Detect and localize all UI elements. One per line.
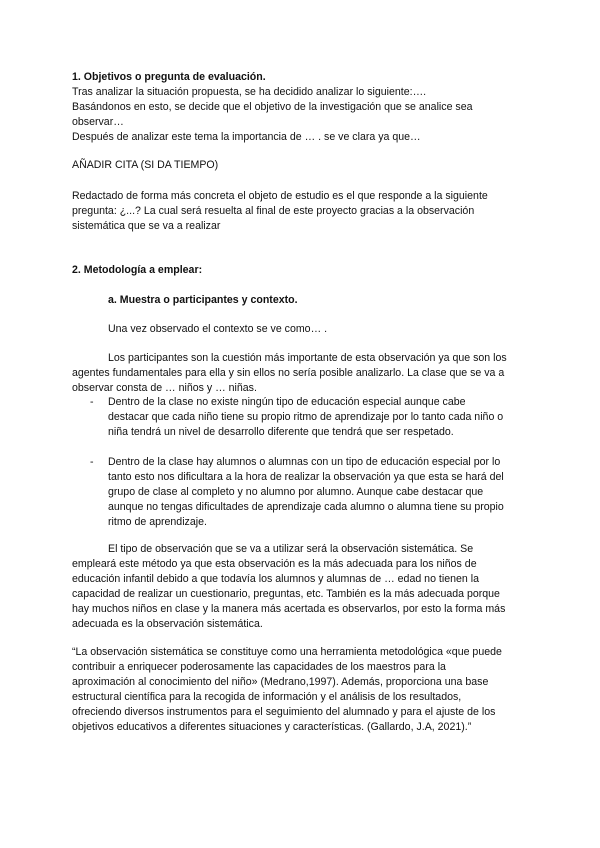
bullet-dash: - <box>90 396 94 408</box>
text-line: estructural científica para la recogida de información y el análisis de los resultados, <box>72 691 462 703</box>
observation-paragraph <box>72 542 532 632</box>
context-line: Una vez observado el contexto se ve como… . <box>108 323 328 335</box>
text-line: ritmo de aprendizaje. <box>108 516 207 528</box>
section2-heading: 2. Metodología a emplear: <box>72 264 203 276</box>
section1-heading: 1. Objetivos o pregunta de evaluación. <box>72 71 266 83</box>
section1-intro <box>72 85 532 145</box>
text-line: objetivos educativos a diferentes situaciones y características. (Gallardo, J.A, 2021).” <box>72 721 472 733</box>
text-line: El tipo de observación que se va a utilizar será la observación sistemática. Se <box>108 543 474 555</box>
text-line: Redactado de forma más concreta el objeto de estudio es el que responde a la siguiente <box>72 190 488 202</box>
text-line: niña tendrá un nivel de desarrollo diferente que tendrá que ser respetado. <box>108 426 454 438</box>
text-line: capacidad de realizar un cuestionario, preguntas, etc. También es la más adecuada porque <box>72 588 500 600</box>
text-line: educación infantil debido a que todavía los alumnos y alumnas de … edad no tienen la <box>72 573 479 585</box>
bullet-text <box>108 395 532 440</box>
text-line: sistemática que se va a realizar <box>72 220 221 232</box>
text-line: Después de analizar este tema la importancia de … . se ve clara ya que… <box>72 131 421 143</box>
subsection-a-heading: a. Muestra o participantes y contexto. <box>108 294 298 306</box>
quote-paragraph <box>72 645 532 735</box>
text-line: observar consta de … niños y … niñas. <box>72 382 257 394</box>
text-line: Los participantes son la cuestión más importante de esta observación ya que son los <box>108 352 507 364</box>
text-line: hay muchos niños en clase y la manera más acertada es observarlos, por esto la forma más <box>72 603 506 615</box>
text-line: aunque no tengas dificultades de aprendizaje cada alumno o alumna tiene su propio <box>108 501 504 513</box>
participants-paragraph <box>72 351 532 396</box>
bullet-dash: - <box>90 456 94 468</box>
text-line: pregunta: ¿...? La cual será resuelta al final de este proyecto gracias a la observación <box>72 205 475 217</box>
text-line: aproximación al conocimiento del niño» (Medrano,1997). Además, proporciona una base <box>72 676 489 688</box>
text-line: observar… <box>72 116 124 128</box>
text-line: Tras analizar la situación propuesta, se ha decidido analizar lo siguiente:…. <box>72 86 427 98</box>
bullet-text <box>108 455 532 530</box>
text-line: tanto esto nos dificultara a la hora de realizar la observación ya que esta se hará del <box>108 471 504 483</box>
text-line: ofreciendo diversos instrumentos para el seguimiento del alumnado y para el ajuste de los <box>72 706 496 718</box>
text-line: “La observación sistemática se constituye como una herramienta metodológica «que puede <box>72 646 502 658</box>
text-line: contribuir a enriquecer poderosamente las capacidades de los maestros para la <box>72 661 446 673</box>
text-line: Dentro de la clase hay alumnos o alumnas con un tipo de educación especial por lo <box>108 456 501 468</box>
text-line: destacar que cada niño tiene su propio ritmo de aprendizaje por lo tanto cada niño o <box>108 411 504 423</box>
text-line: agentes fundamentales para ella y sin ellos no sería posible analizarlo. La clase que se va a <box>72 367 505 379</box>
text-line: adecuada es la observación sistemática. <box>72 618 263 630</box>
text-line: empleará este método ya que esta observación es la más adecuada para los niños de <box>72 558 477 570</box>
text-line: Basándonos en esto, se decide que el objetivo de la investigación que se analice sea <box>72 101 473 113</box>
text-line: Dentro de la clase no existe ningún tipo de educación especial aunque cabe <box>108 396 466 408</box>
section1-paragraph <box>72 189 532 234</box>
text-line: grupo de clase al completo y no alumno por alumno. Aunque cabe destacar que <box>108 486 484 498</box>
add-citation-note: AÑADIR CITA (SI DA TIEMPO) <box>72 159 219 171</box>
